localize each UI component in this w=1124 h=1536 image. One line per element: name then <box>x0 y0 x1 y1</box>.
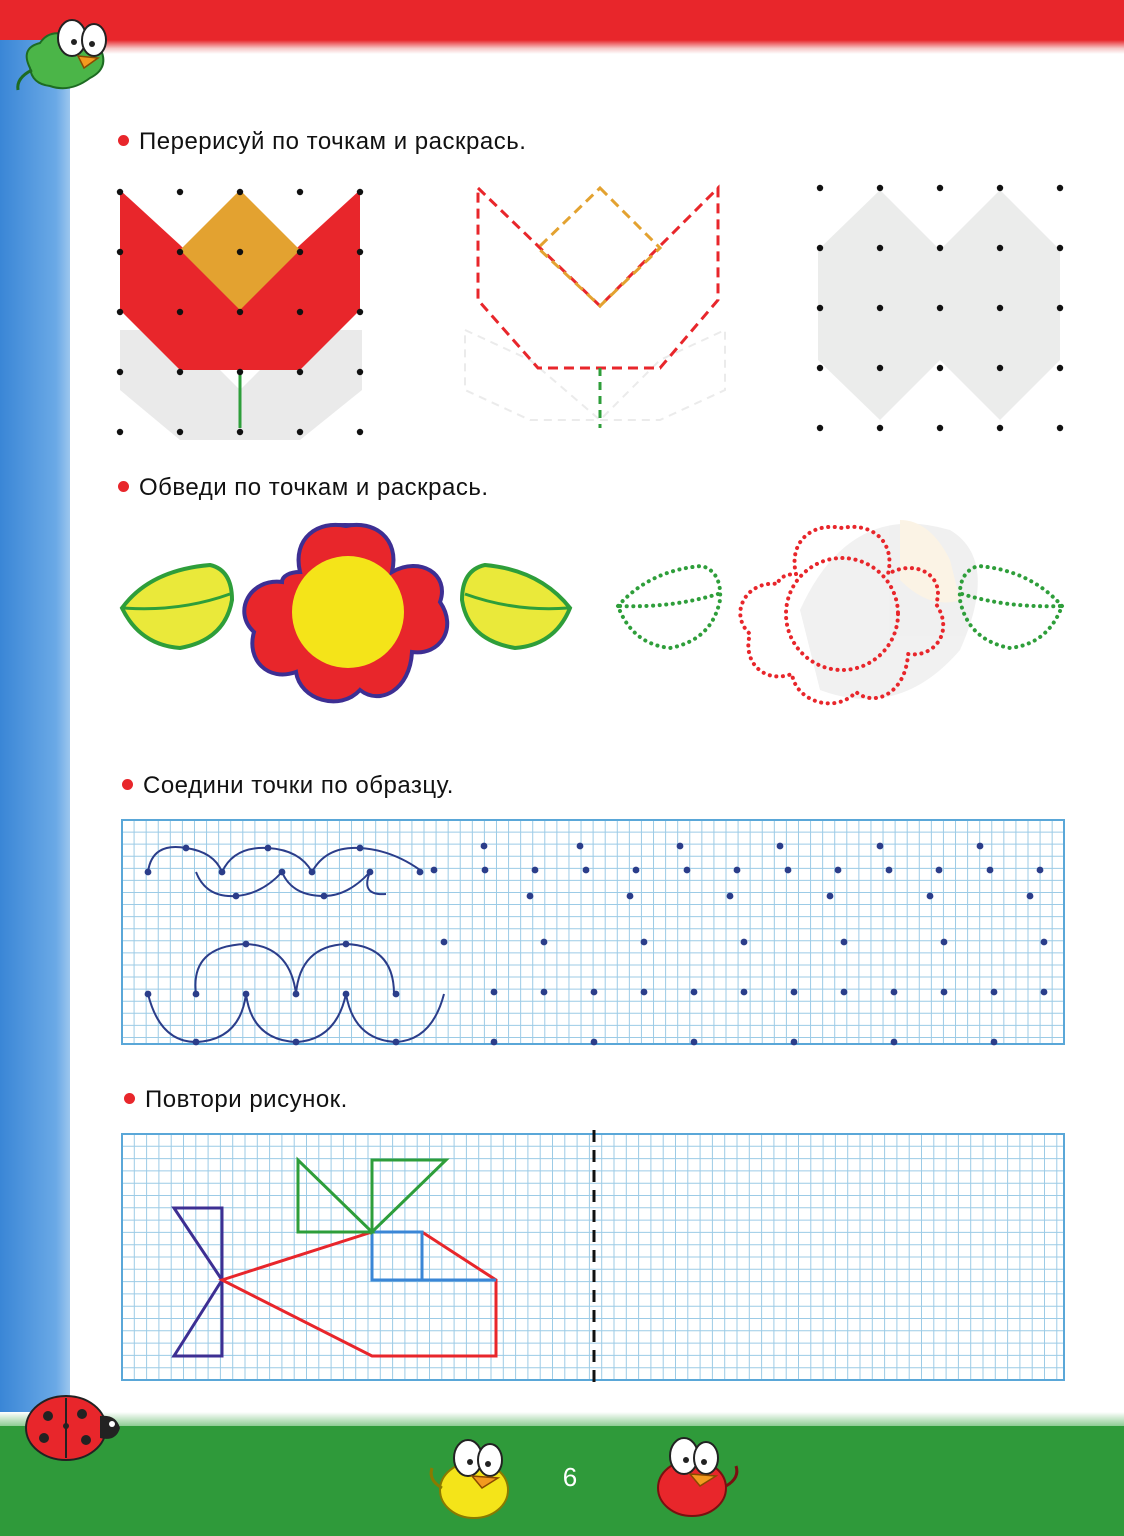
yellow-chick-icon <box>424 1432 534 1528</box>
ladybug-icon <box>16 1386 126 1466</box>
heading-connect-dots: Соедини точки по образцу. <box>122 772 454 800</box>
red-bird-icon <box>636 1430 746 1526</box>
heading-repeat-drawing: Повтори рисунок. <box>124 1086 348 1114</box>
sample-drawing <box>174 1160 496 1356</box>
page-number: 6 <box>562 1462 578 1492</box>
heading-trace-flower: Обведи по точкам и раскрась. <box>118 474 489 502</box>
heading-dots-tulip: Перерисуй по точкам и раскрась. <box>118 128 526 156</box>
